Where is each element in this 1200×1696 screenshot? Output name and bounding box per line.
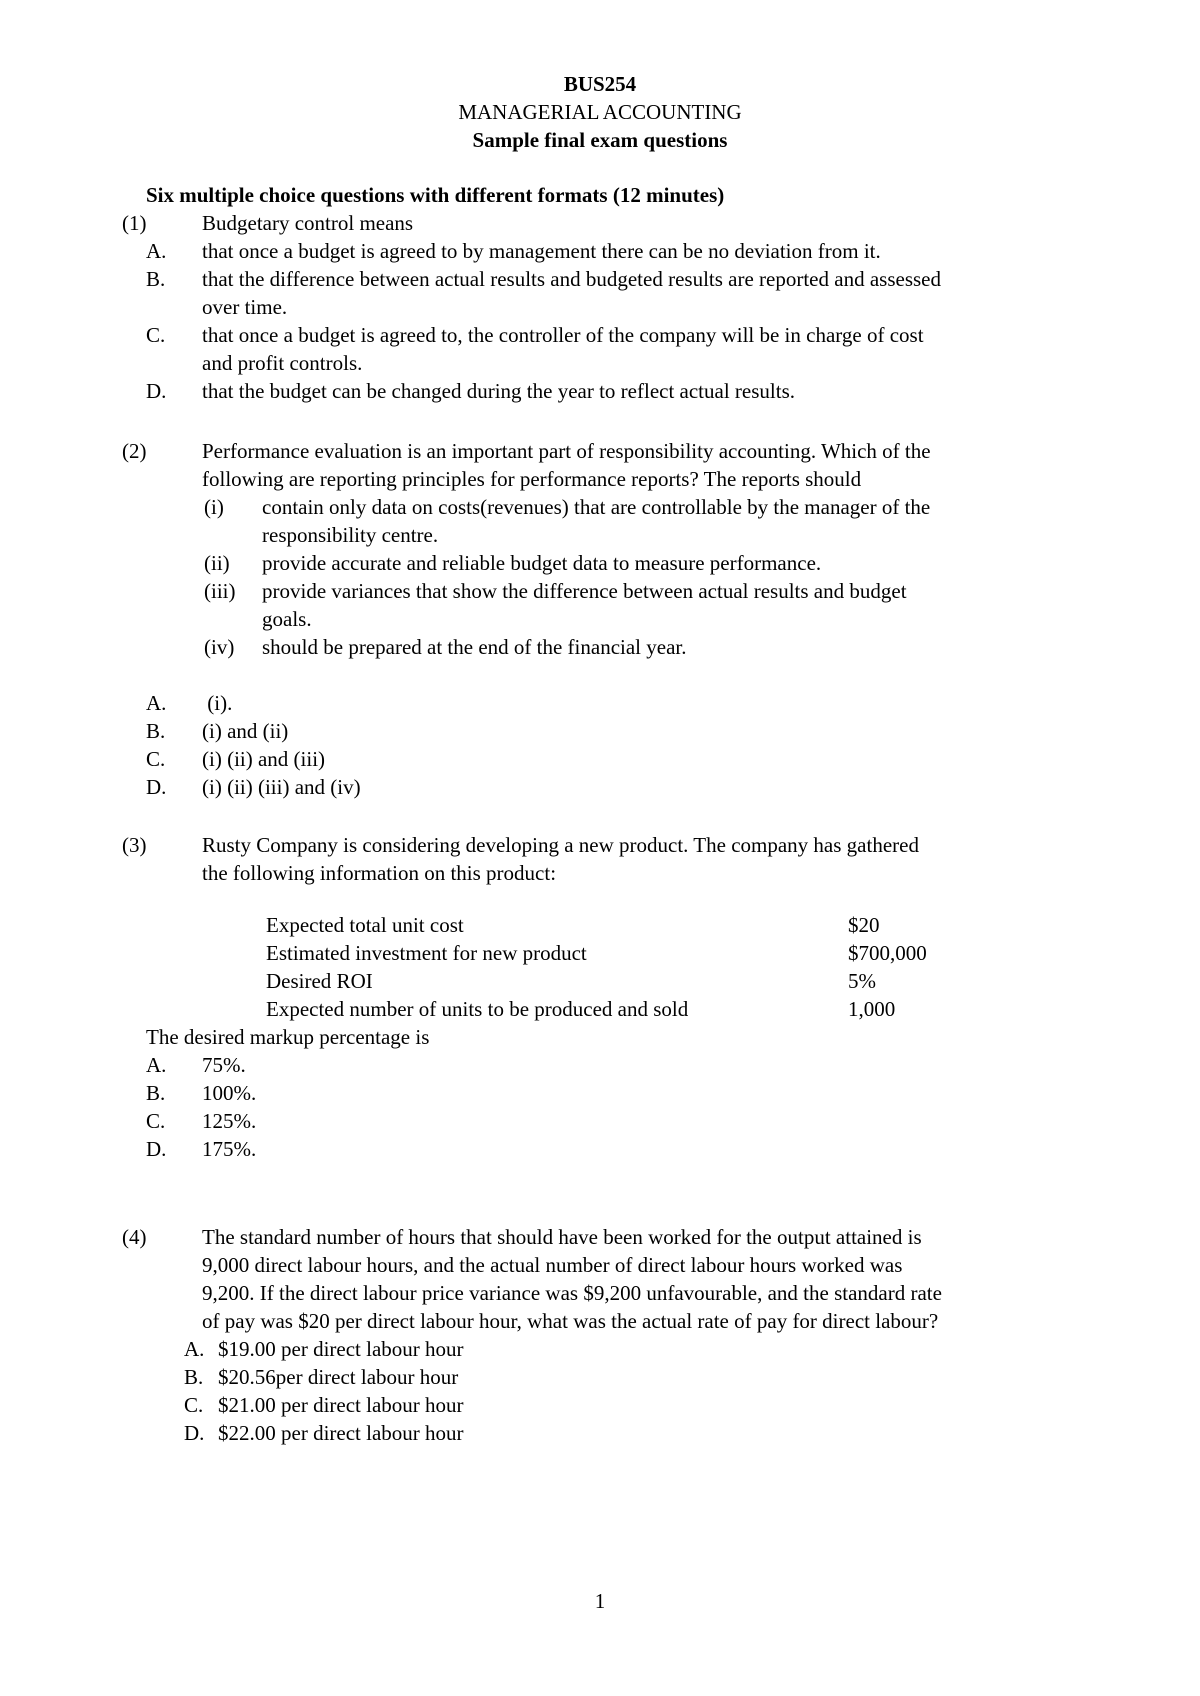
option-text: 100%.: [202, 1081, 257, 1105]
question-stem: Performance evaluation is an important part of responsibility accounting. Which of the: [202, 439, 931, 463]
option-text: that the difference between actual results and budgeted results are reported and assessed: [202, 267, 941, 291]
question-stem: The standard number of hours that should have been worked for the output attained is: [202, 1225, 922, 1249]
table-row-value: $700,000: [848, 941, 927, 965]
option-text-continued: over time.: [202, 295, 288, 319]
course-name: MANAGERIAL ACCOUNTING: [458, 100, 742, 124]
table-row-label: Expected number of units to be produced and sold: [266, 997, 689, 1021]
question-stem: Budgetary control means: [202, 211, 414, 235]
section-heading: Six multiple choice questions with different formats (12 minutes): [146, 183, 725, 207]
option-letter: D.: [184, 1421, 205, 1445]
table-row-value: 1,000: [848, 997, 896, 1021]
option-letter: D.: [146, 775, 167, 799]
option-text: 75%.: [202, 1053, 246, 1077]
option-text: $19.00 per direct labour hour: [218, 1337, 464, 1361]
roman-numeral: (ii): [204, 551, 230, 575]
option-letter: A.: [146, 239, 167, 263]
question-stem-continued: following are reporting principles for performance reports? The reports should: [202, 467, 862, 491]
option-text: 175%.: [202, 1137, 257, 1161]
roman-numeral: (iii): [204, 579, 236, 603]
option-text: $21.00 per direct labour hour: [218, 1393, 464, 1417]
option-text: that once a budget is agreed to, the controller of the company will be in charge of cost: [202, 323, 924, 347]
option-letter: C.: [146, 1109, 166, 1133]
question-number: (2): [122, 439, 147, 463]
option-letter: D.: [146, 379, 167, 403]
option-letter: B.: [146, 267, 166, 291]
statement-text: provide variances that show the difference between actual results and budget: [262, 579, 907, 603]
roman-numeral: (i): [204, 495, 224, 519]
question-number: (3): [122, 833, 147, 857]
option-text: (i) (ii) and (iii): [202, 747, 326, 771]
statement-text: contain only data on costs(revenues) that are controllable by the manager of the: [262, 495, 931, 519]
option-letter: C.: [146, 323, 166, 347]
option-text-continued: and profit controls.: [202, 351, 363, 375]
option-text: 125%.: [202, 1109, 257, 1133]
question-stem-continued: the following information on this product:: [202, 861, 557, 885]
option-letter: B.: [184, 1365, 204, 1389]
option-text: (i) and (ii): [202, 719, 289, 743]
option-letter: B.: [146, 1081, 166, 1105]
question-stem-continued: 9,200. If the direct labour price variance was $9,200 unfavourable, and the standard rate: [202, 1281, 942, 1305]
roman-numeral: (iv): [204, 635, 235, 659]
option-letter: A.: [184, 1337, 205, 1361]
page-subtitle: Sample final exam questions: [472, 128, 728, 152]
option-letter: B.: [146, 719, 166, 743]
table-row-label: Expected total unit cost: [266, 913, 464, 937]
question-stem-continued: of pay was $20 per direct labour hour, what was the actual rate of pay for direct labour?: [202, 1309, 939, 1333]
statement-text-continued: goals.: [262, 607, 312, 631]
statement-text: should be prepared at the end of the financial year.: [262, 635, 687, 659]
page-number: 1: [594, 1589, 606, 1613]
question-number: (1): [122, 211, 147, 235]
option-letter: C.: [146, 747, 166, 771]
option-letter: C.: [184, 1393, 204, 1417]
option-text: that once a budget is agreed to by management there can be no deviation from it.: [202, 239, 881, 263]
question-number: (4): [122, 1225, 147, 1249]
statement-text-continued: responsibility centre.: [262, 523, 439, 547]
table-row-value: 5%: [848, 969, 876, 993]
table-row-value: $20: [848, 913, 880, 937]
table-row-label: Estimated investment for new product: [266, 941, 587, 965]
question-stem-continued: 9,000 direct labour hours, and the actual number of direct labour hours worked was: [202, 1253, 903, 1277]
question-prompt: The desired markup percentage is: [146, 1025, 430, 1049]
question-stem: Rusty Company is considering developing a new product. The company has gathered: [202, 833, 919, 857]
option-text: (i) (ii) (iii) and (iv): [202, 775, 361, 799]
option-text: $22.00 per direct labour hour: [218, 1421, 464, 1445]
option-letter: A.: [146, 1053, 167, 1077]
option-letter: A.: [146, 691, 167, 715]
option-text: (i).: [202, 691, 233, 715]
option-letter: D.: [146, 1137, 167, 1161]
statement-text: provide accurate and reliable budget data to measure performance.: [262, 551, 822, 575]
option-text: $20.56per direct labour hour: [218, 1365, 459, 1389]
option-text: that the budget can be changed during the year to reflect actual results.: [202, 379, 796, 403]
course-code: BUS254: [563, 72, 637, 96]
table-row-label: Desired ROI: [266, 969, 373, 993]
